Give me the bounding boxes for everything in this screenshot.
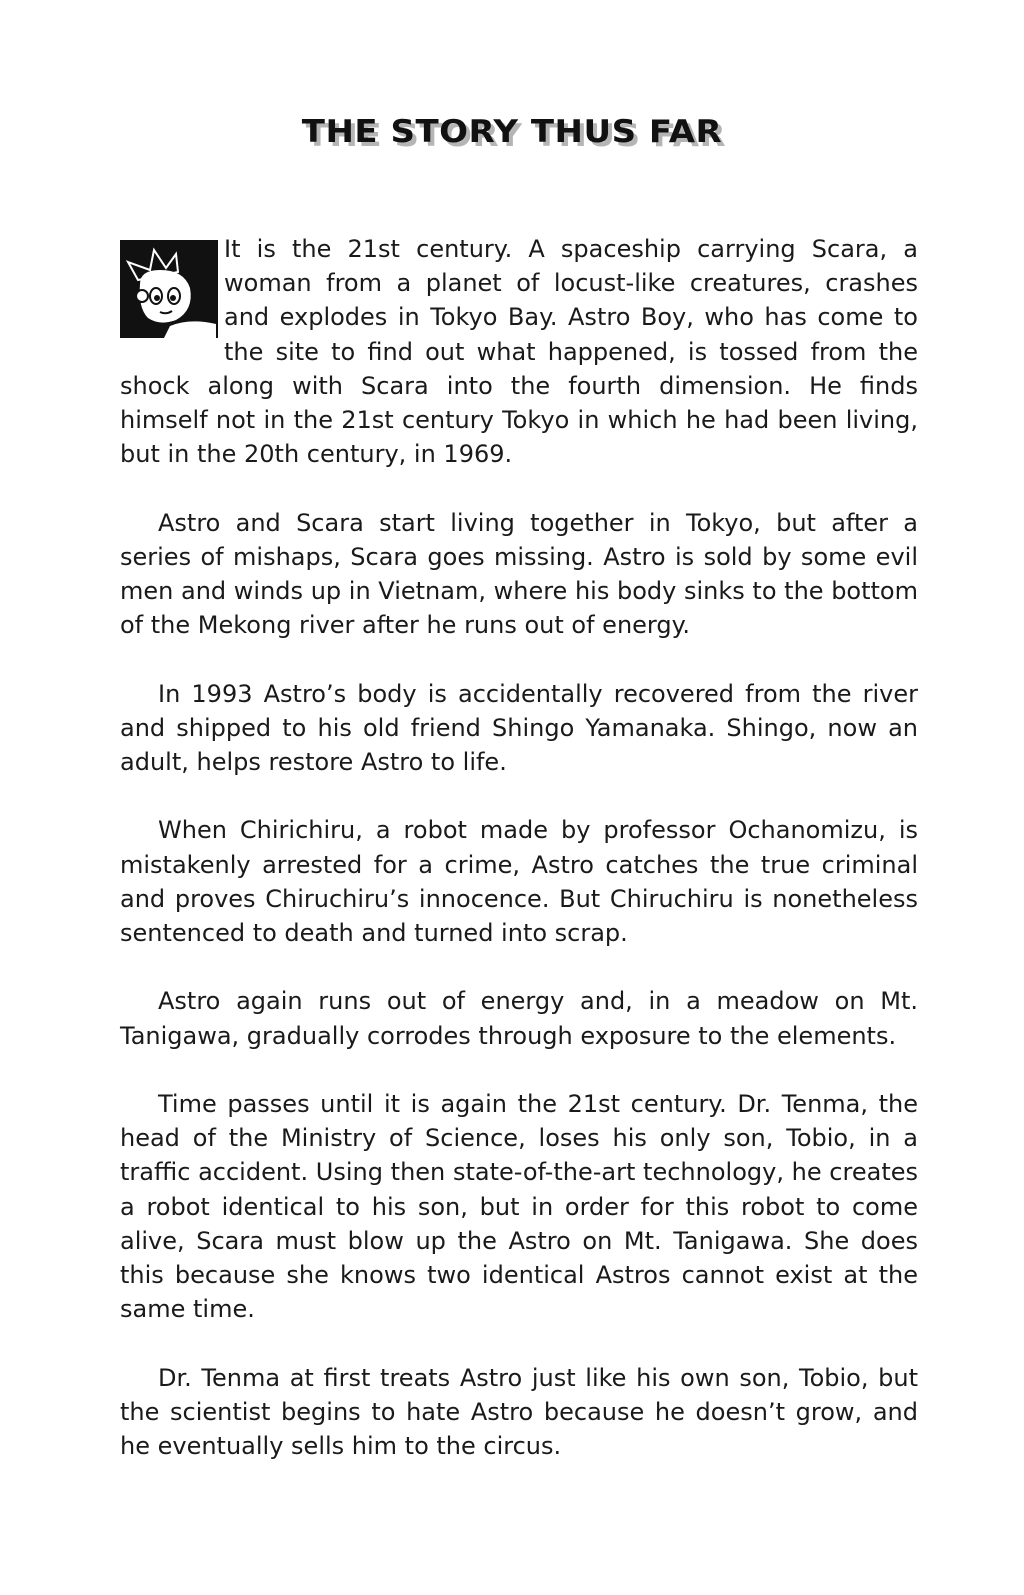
story-body xyxy=(120,232,918,1497)
story-paragraph-2: Astro and Scara start living together in Tokyo, but after a series of mishaps, Scara goes missing. Astro is sold by some evil men and winds up in Vietnam, where his body sinks to the bottom of the Mekong river after he runs out of energy. xyxy=(120,508,918,640)
story-paragraph-1 xyxy=(120,232,918,471)
story-paragraph-3: In 1993 Astro’s body is accidentally recovered from the river and shipped to his old friend Shingo Yamanaka. Shingo, now an adult, helps restore Astro to life. xyxy=(120,679,918,777)
story-paragraph-5: Astro again runs out of energy and, in a meadow on Mt. Tanigawa, gradually corrodes through exposure to the elements. xyxy=(120,987,918,1050)
story-paragraph-7: Dr. Tenma at first treats Astro just like his own son, Tobio, but the scientist begins to hate Astro because he doesn’t grow, and he eventually sells him to the circus. xyxy=(120,1363,918,1461)
story-paragraph-6: Time passes until it is again the 21st century. Dr. Tenma, the head of the Ministry of Science, loses his only son, Tobio, in a traffic accident. Using then state-of-the-art technology, he creates a robot identical to his son, but in order for this robot to come alive, Scara must blow up the Astro on Mt. Tanigawa. She does this because she knows two identical Astros cannot exist at the same time. xyxy=(120,1090,918,1324)
page-title: THE STORY THUS FAR xyxy=(301,113,723,151)
story-paragraph-1-text: It is the 21st century. A spaceship carrying Scara, a woman from a planet of locust-like creatures, crashes and explodes in Tokyo Bay. Astro Boy, who has come to the site to find out what happened, is tossed from the shock along with Scara into the fourth dimension. He finds himself not in the 21st century Tokyo in which he had been living, but in the 20th century, in 1969. xyxy=(120,235,918,469)
astro-boy-face-icon xyxy=(120,240,218,338)
title-container xyxy=(0,112,1024,152)
story-paragraph-4: When Chirichiru, a robot made by professor Ochanomizu, is mistakenly arrested for a crime, Astro catches the true criminal and proves Chiruchiru’s innocence. But Chiruchiru is nonetheless sentenced to death and turned into scrap. xyxy=(120,816,918,948)
